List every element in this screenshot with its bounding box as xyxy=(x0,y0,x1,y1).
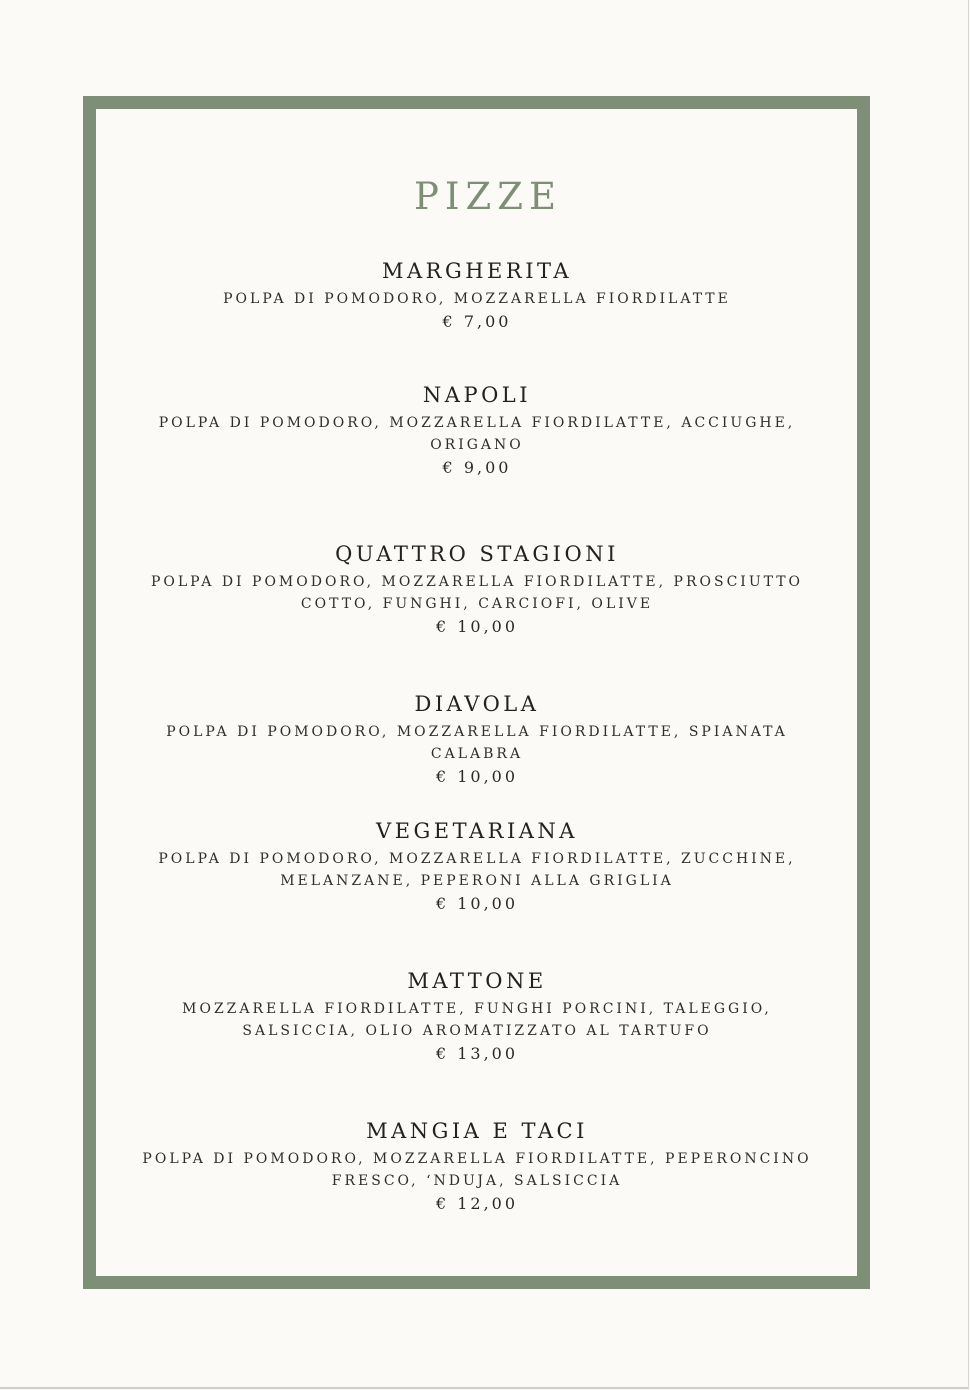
item-price: € 9,00 xyxy=(442,458,512,477)
menu-item xyxy=(100,691,854,789)
item-description: CALABRA xyxy=(430,746,524,762)
item-description: POLPA DI POMODORO, MOZZARELLA FIORDILATTE, PROSCIUTTO xyxy=(150,574,804,590)
menu-item xyxy=(100,818,854,916)
item-description: MOZZARELLA FIORDILATTE, FUNGHI PORCINI, TALEGGIO, xyxy=(182,1001,772,1017)
item-name: MATTONE xyxy=(407,969,547,993)
item-description: POLPA DI POMODORO, MOZZARELLA FIORDILATTE, PEPERONCINO xyxy=(142,1151,812,1167)
item-name: NAPOLI xyxy=(422,383,532,407)
item-description: COTTO, FUNGHI, CARCIOFI, OLIVE xyxy=(300,596,654,612)
item-description: POLPA DI POMODORO, MOZZARELLA FIORDILATTE, SPIANATA xyxy=(166,724,788,740)
item-description: POLPA DI POMODORO, MOZZARELLA FIORDILATTE xyxy=(223,291,731,307)
item-price: € 10,00 xyxy=(435,617,519,636)
item-description: POLPA DI POMODORO, MOZZARELLA FIORDILATTE, ACCIUGHE, xyxy=(158,415,796,431)
item-name: DIAVOLA xyxy=(414,692,540,716)
item-description: SALSICCIA, OLIO AROMATIZZATO AL TARTUFO xyxy=(242,1023,712,1039)
item-description: POLPA DI POMODORO, MOZZARELLA FIORDILATTE, ZUCCHINE, xyxy=(158,851,796,867)
item-price: € 12,00 xyxy=(435,1194,519,1213)
item-description: FRESCO, ‘NDUJA, SALSICCIA xyxy=(331,1173,623,1189)
item-name: VEGETARIANA xyxy=(376,819,578,843)
item-price: € 7,00 xyxy=(442,312,512,331)
menu-item xyxy=(100,258,854,334)
menu-item xyxy=(100,541,854,639)
item-name: MANGIA E TACI xyxy=(366,1119,588,1143)
menu-item xyxy=(100,968,854,1066)
item-description: ORIGANO xyxy=(430,437,524,453)
item-name: MARGHERITA xyxy=(381,259,573,283)
menu-item xyxy=(100,1118,854,1216)
item-description: MELANZANE, PEPERONI ALLA GRIGLIA xyxy=(280,873,674,889)
menu-item xyxy=(100,382,854,480)
item-price: € 13,00 xyxy=(435,1044,519,1063)
item-price: € 10,00 xyxy=(435,767,519,786)
menu-title: PIZZE xyxy=(414,175,562,218)
item-price: € 10,00 xyxy=(435,894,519,913)
item-name: QUATTRO STAGIONI xyxy=(335,542,619,566)
